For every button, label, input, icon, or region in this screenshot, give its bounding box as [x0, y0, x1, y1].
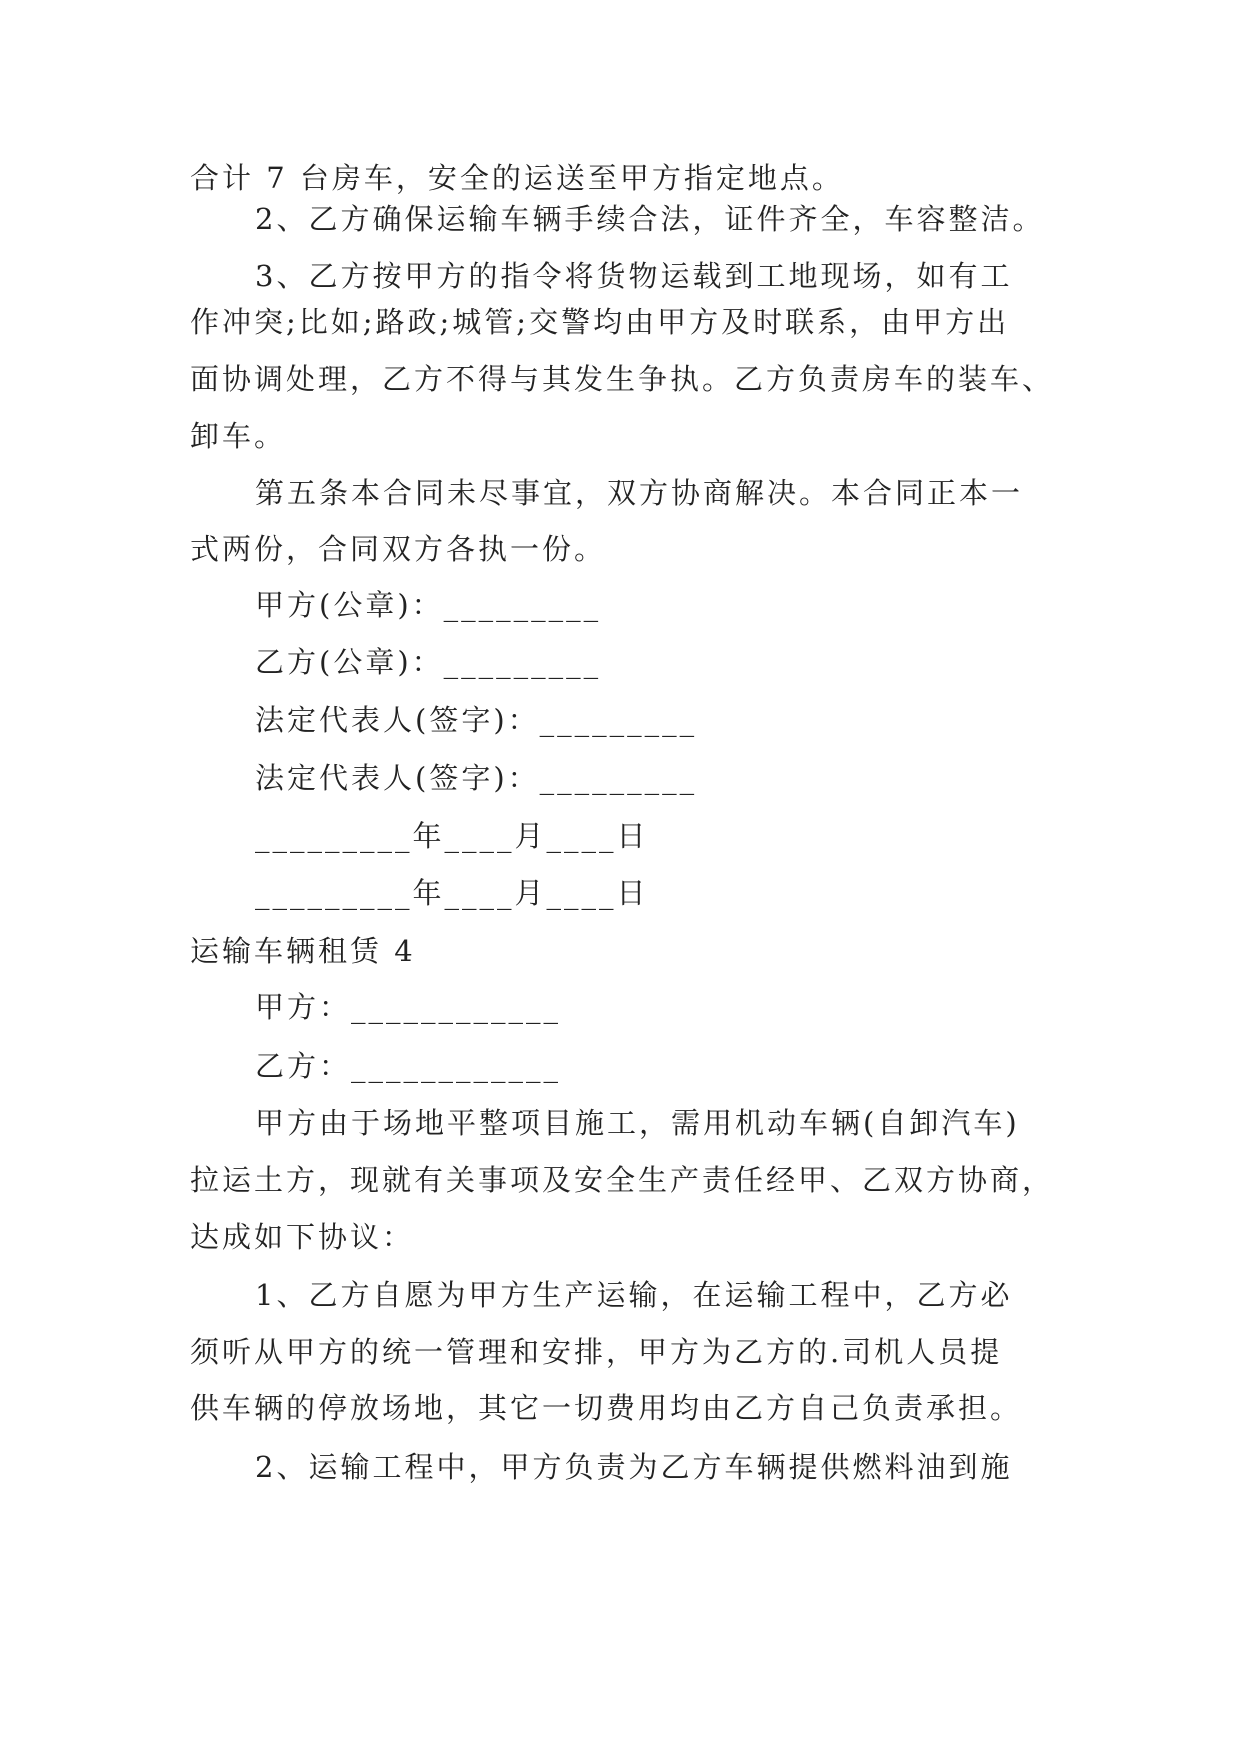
signature-field: 乙方(公章)：_________: [255, 645, 602, 679]
text-line: 合计 7 台房车，安全的运送至甲方指定地点。: [190, 161, 844, 195]
text-line: 卸车。: [190, 419, 287, 453]
text-line: 达成如下协议：: [190, 1220, 415, 1254]
text-line: 1、乙方自愿为甲方生产运输，在运输工程中，乙方必: [255, 1278, 1013, 1312]
signature-field: 甲方(公章)：_________: [255, 588, 602, 622]
text-line: 甲方由于场地平整项目施工，需用机动车辆(自卸汽车): [255, 1106, 1020, 1140]
text-line: 拉运土方，现就有关事项及安全生产责任经甲、乙双方协商，: [190, 1163, 1055, 1197]
party-field: 甲方：____________: [255, 990, 562, 1024]
date-field: _________年____月____日: [255, 876, 649, 910]
text-line: 第五条本合同未尽事宜，双方协商解决。本合同正本一: [255, 476, 1024, 510]
signature-field: 法定代表人(签字)：_________: [255, 761, 698, 795]
text-line: 须听从甲方的统一管理和安排，甲方为乙方的.司机人员提: [190, 1335, 1003, 1369]
text-line: 2、乙方确保运输车辆手续合法，证件齐全，车容整洁。: [255, 202, 1045, 236]
text-line: 面协调处理，乙方不得与其发生争执。乙方负责房车的装车、: [190, 362, 1055, 396]
text-line: 供车辆的停放场地，其它一切费用均由乙方自己负责承担。: [190, 1391, 1023, 1425]
signature-field: 法定代表人(签字)：_________: [255, 703, 698, 737]
text-line: 2、运输工程中，甲方负责为乙方车辆提供燃料油到施: [255, 1450, 1013, 1484]
text-line: 式两份，合同双方各执一份。: [190, 532, 607, 566]
text-line: 作冲突;比如;路政;城管;交警均由甲方及时联系，由甲方出: [190, 305, 1010, 339]
party-field: 乙方：____________: [255, 1049, 562, 1083]
text-line: 3、乙方按甲方的指令将货物运载到工地现场，如有工: [255, 259, 1013, 293]
section-title: 运输车辆租赁 4: [190, 934, 416, 968]
date-field: _________年____月____日: [255, 819, 649, 853]
